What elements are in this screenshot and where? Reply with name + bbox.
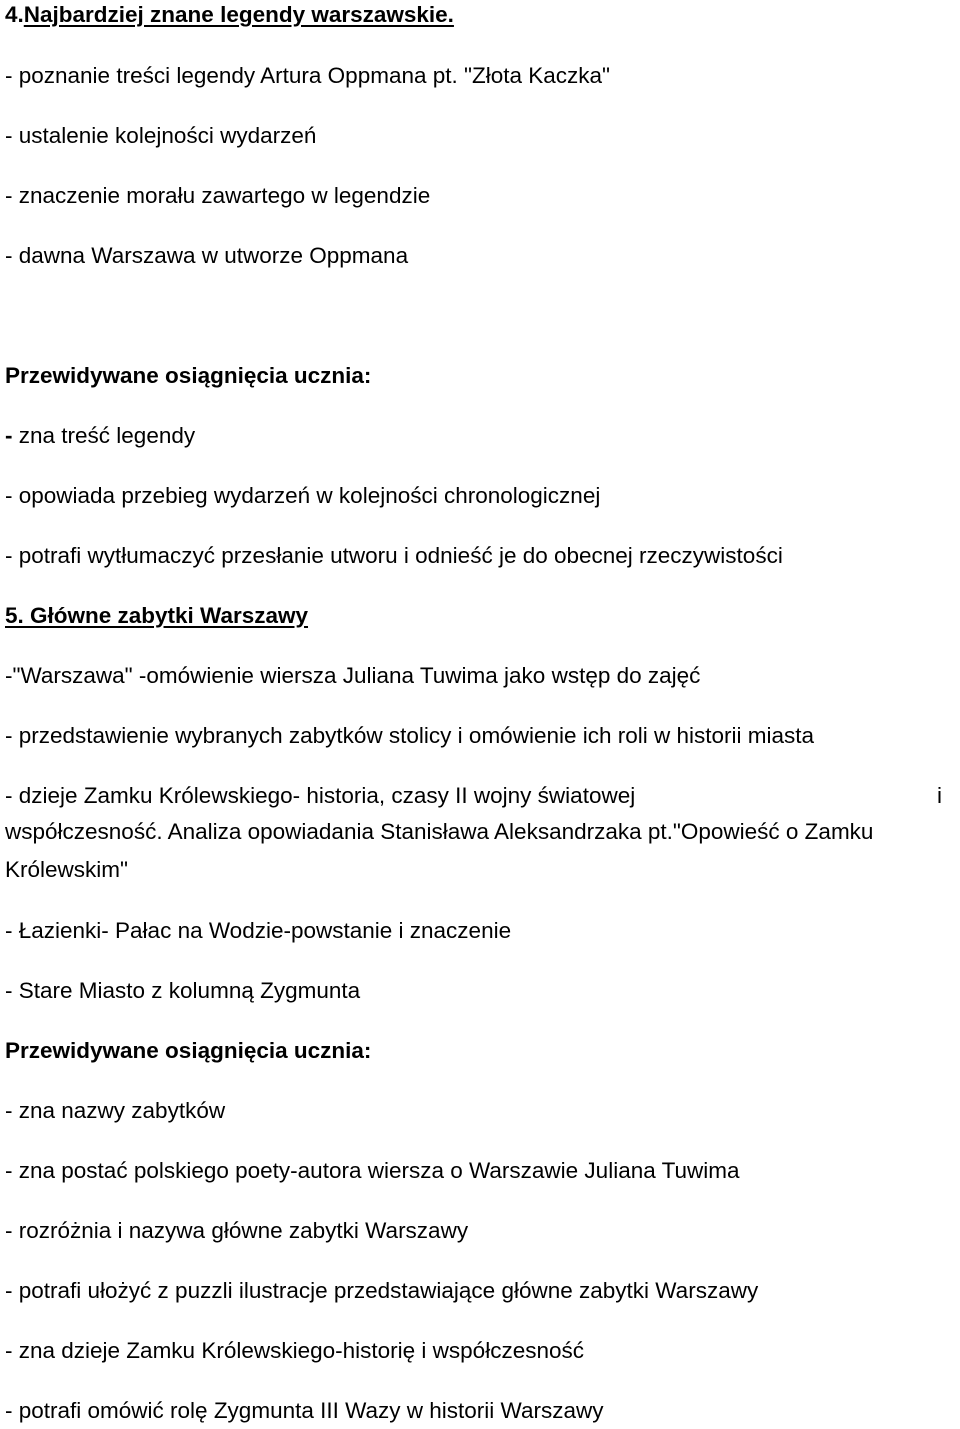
section-5-outcome: - rozróżnia i nazywa główne zabytki Warszawy xyxy=(5,1218,469,1243)
zamek-line-3: Królewskim" xyxy=(5,857,129,882)
outcome-dash: - xyxy=(5,423,13,448)
section-5-item: -"Warszawa" -omówienie wiersza Juliana Tuwima jako wstęp do zajęć xyxy=(5,663,701,688)
section-5-heading xyxy=(5,601,308,631)
zamek-line-1-end: i xyxy=(937,783,942,808)
section-5-outcome: - zna nazwy zabytków xyxy=(5,1098,226,1123)
section-5-outcomes-heading: Przewidywane osiągnięcia ucznia: xyxy=(5,1038,372,1063)
section-4-item: - znaczenie morału zawartego w legendzie xyxy=(5,183,431,208)
section-5-outcome: - zna postać polskiego poety-autora wiersza o Warszawie Juliana Tuwima xyxy=(5,1158,740,1183)
section-4-outcomes-heading: Przewidywane osiągnięcia ucznia: xyxy=(5,363,372,388)
section-4-title: Najbardziej znane legendy warszawskie. xyxy=(23,2,454,27)
zamek-line-2: współczesność. Analiza opowiadania Stanisława Aleksandrzaka pt."Opowieść o Zamku xyxy=(5,819,874,844)
section-5-item: - Łazienki- Pałac na Wodzie-powstanie i znaczenie xyxy=(5,918,512,943)
outcome-text: zna treść legendy xyxy=(12,423,196,448)
section-5-title: 5. Główne zabytki Warszawy xyxy=(5,603,309,628)
section-4-item: - ustalenie kolejności wydarzeń xyxy=(5,123,317,148)
section-4-outcome xyxy=(5,421,195,451)
section-5-outcome: - potrafi ułożyć z puzzli ilustracje przedstawiające główne zabytki Warszawy xyxy=(5,1278,759,1303)
section-4-outcome: - opowiada przebieg wydarzeń w kolejności chronologicznej xyxy=(5,483,601,508)
section-4-number: 4. xyxy=(5,2,24,27)
section-5-item: - Stare Miasto z kolumną Zygmunta xyxy=(5,978,361,1003)
section-4-item: - dawna Warszawa w utworze Oppmana xyxy=(5,243,409,268)
section-5-outcome: - zna dzieje Zamku Królewskiego-historię i współczesność xyxy=(5,1338,584,1363)
section-4-item: - poznanie treści legendy Artura Oppmana pt. "Złota Kaczka" xyxy=(5,63,611,88)
zamek-line-1-text: - dzieje Zamku Królewskiego- historia, czasy II wojny światowej xyxy=(5,783,636,808)
section-4-heading xyxy=(5,0,454,30)
section-4-outcome: - potrafi wytłumaczyć przesłanie utworu i odnieść je do obecnej rzeczywistości xyxy=(5,543,783,568)
section-5-outcome: - potrafi omówić rolę Zygmunta III Wazy w historii Warszawy xyxy=(5,1398,604,1423)
zamek-line-1 xyxy=(5,781,942,811)
section-5-item: - przedstawienie wybranych zabytków stolicy i omówienie ich roli w historii miasta xyxy=(5,723,815,748)
